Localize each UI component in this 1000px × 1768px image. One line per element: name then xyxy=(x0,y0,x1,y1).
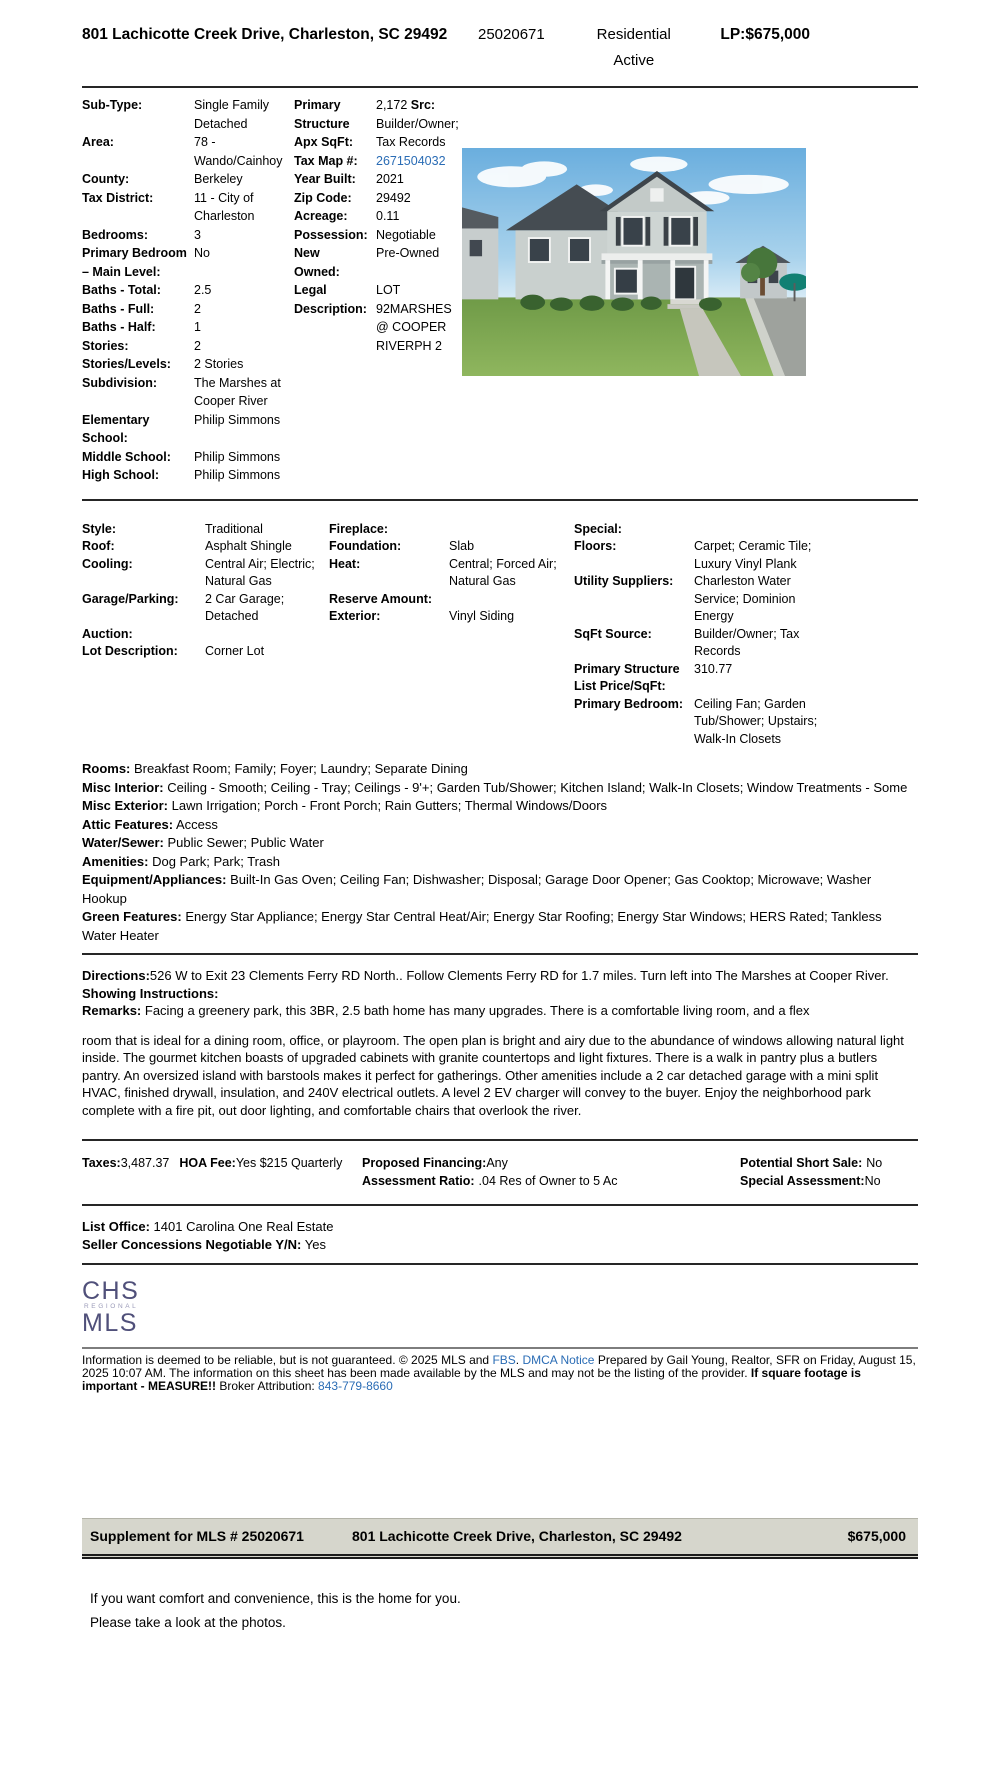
assessment-ratio: Assessment Ratio: .04 Res of Owner to 5 Ac xyxy=(362,1173,618,1188)
special-assessment: Special Assessment:No xyxy=(740,1173,881,1188)
disclaimer: Information is deemed to be reliable, but is not guaranteed. © 2025 MLS and FBS. DMCA Notice Prepared by Gail Young, Realtor, SFR on Friday, August 15, 2025 10:07 AM. The information on this sheet has been made available by the MLS and may not be the listing of the provider. If square footage is important - MEASURE!! Broker Attribution: 843-779-8660 xyxy=(82,1353,916,1393)
field-value: Traditional xyxy=(205,521,263,536)
directions-line: Directions:526 W to Exit 23 Clements Ferry RD North.. Follow Clements Ferry RD for 1.7 miles. Turn left into The Marshes at Cooper River. xyxy=(82,968,889,983)
page-title: 801 Lachicotte Creek Drive, Charleston, SC 29492 xyxy=(82,26,448,43)
field-value xyxy=(376,152,462,171)
feature-line xyxy=(82,853,918,872)
field-row xyxy=(82,355,294,374)
feature-line xyxy=(82,908,918,945)
feature-label: Water/Sewer: xyxy=(82,835,164,850)
tax-map-link[interactable]: 2671504032 xyxy=(376,153,446,168)
field-value: 2 xyxy=(194,338,201,353)
field-value: 78 - Wando/Cainhoy xyxy=(194,135,283,168)
field-value: 2,172 Src: Builder/Owner; Tax Records xyxy=(376,98,459,149)
supplement-remarks xyxy=(82,1587,918,1635)
feature-line xyxy=(82,797,918,816)
overview-middle-column xyxy=(294,96,462,485)
field-row xyxy=(82,96,294,133)
field-row xyxy=(294,170,462,189)
features-section xyxy=(82,760,918,953)
field-row xyxy=(294,281,462,355)
field-label: Stories/Levels: xyxy=(82,357,171,371)
field-value: The Marshes at Cooper River xyxy=(194,375,281,408)
feature-label: Misc Interior: xyxy=(82,779,164,795)
field-label: Lot Description: xyxy=(82,644,178,658)
field-row xyxy=(294,189,462,208)
field-label: Middle School: xyxy=(82,449,171,464)
field-row xyxy=(82,170,294,189)
field-row xyxy=(329,556,574,591)
field-row xyxy=(329,521,574,539)
field-label: Stories: xyxy=(82,338,129,353)
overview-section xyxy=(82,88,918,499)
field-value: 0.11 xyxy=(376,209,400,223)
field-row xyxy=(574,626,832,661)
feature-text: Dog Park; Park; Trash xyxy=(152,853,280,869)
remarks-section xyxy=(82,955,918,1139)
feature-text: Public Sewer; Public Water xyxy=(167,835,324,850)
field-row xyxy=(82,591,329,626)
mls-number: 25020671 xyxy=(478,26,545,43)
field-label: Garage/Parking: xyxy=(82,591,179,606)
field-row xyxy=(329,608,574,626)
listing-status: Active xyxy=(613,52,655,69)
feature-line xyxy=(82,760,918,779)
details-column-1 xyxy=(82,521,329,749)
field-label: Heat: xyxy=(329,556,361,571)
seller-concessions-line: Seller Concessions Negotiable Y/N: Yes xyxy=(82,1236,326,1252)
field-row xyxy=(82,300,294,319)
feature-text: Energy Star Appliance; Energy Star Central Heat/Air; Energy Star Roofing; Energy Star Windows; HERS Rated; Tankless Water Heater xyxy=(82,909,882,943)
field-label: Subdivision: xyxy=(82,375,157,390)
field-value: Slab xyxy=(449,539,475,553)
fbs-link[interactable]: FBS xyxy=(492,1353,516,1367)
list-price: LP:$675,000 xyxy=(720,26,810,43)
supplement-line-2: Please take a look at the photos. xyxy=(90,1615,286,1631)
field-label: Area: xyxy=(82,135,114,149)
field-label: SqFt Source: xyxy=(574,626,652,641)
field-row xyxy=(82,643,329,661)
field-label: Tax District: xyxy=(82,190,154,205)
field-row xyxy=(82,411,294,448)
remarks-continued: room that is ideal for a dining room, office, or playroom. The open plan is bright and airy due to the abundance of windows allowing natural light inside. The gourmet kitchen boasts of upgraded cabinets with granite countertops and light fixtures. There is a walk in pantry plus a butlers pantry. An oversized island with barstools makes it perfect for gatherings. Other amenities include a 2 car detached garage with a mini split HVAC, finished drywall, insulation, and 240V electrical outlets. A level 2 EV charger will convey to the buyer. Enjoy the neighborhood park complete with a fire pit, out door lighting, and comfortable chairs that overlook the river. xyxy=(82,1032,904,1118)
feature-text: Lawn Irrigation; Porch - Front Porch; Rain Gutters; Thermal Windows/Doors xyxy=(171,798,608,813)
field-label: Floors: xyxy=(574,539,617,553)
field-value: 2 Car Garage; Detached xyxy=(205,591,285,623)
field-row xyxy=(329,538,574,556)
field-label: Foundation: xyxy=(329,539,402,553)
field-value: 1 xyxy=(194,320,201,334)
field-label: Primary Bedroom: xyxy=(574,696,684,711)
feature-text: Built-In Gas Oven; Ceiling Fan; Dishwasher; Disposal; Garage Door Opener; Gas Cooktop; Microwave; Washer Hookup xyxy=(82,872,872,906)
field-value: Ceiling Fan; Garden Tub/Shower; Upstairs; Walk-In Closets xyxy=(694,696,818,746)
supplement-price: $675,000 xyxy=(847,1528,906,1545)
field-label: Primary Structure Apx SqFt: xyxy=(294,98,354,149)
details-column-2 xyxy=(329,521,574,749)
field-row xyxy=(82,337,294,356)
field-label: County: xyxy=(82,172,130,186)
field-row xyxy=(82,318,294,337)
potential-short-sale: Potential Short Sale: No xyxy=(740,1156,883,1170)
field-row xyxy=(82,374,294,411)
field-row xyxy=(329,591,574,609)
field-value: Central; Forced Air; Natural Gas xyxy=(449,556,557,588)
field-label: Special: xyxy=(574,521,622,536)
field-label: Utility Suppliers: xyxy=(574,574,674,588)
taxes-hoa: Taxes:3,487.37 HOA Fee:Yes $215 Quarterly xyxy=(82,1156,343,1170)
divider xyxy=(82,1347,918,1349)
field-value: No xyxy=(194,246,210,260)
showing-instructions-line: Showing Instructions: xyxy=(82,985,219,1001)
field-label: Baths - Half: xyxy=(82,320,156,334)
field-row xyxy=(82,626,329,644)
field-value: 2.5 xyxy=(194,283,212,297)
feature-text: Access xyxy=(175,816,218,832)
field-label: High School: xyxy=(82,468,160,482)
field-row xyxy=(82,538,329,556)
supplement-header-bar xyxy=(82,1518,918,1559)
proposed-financing: Proposed Financing:Any xyxy=(362,1156,508,1170)
status-block xyxy=(559,22,709,74)
feature-label: Rooms: xyxy=(82,761,131,776)
dmca-notice-link[interactable]: DMCA Notice xyxy=(522,1353,595,1367)
field-value: Single Family Detached xyxy=(194,98,270,131)
field-value: Vinyl Siding xyxy=(449,609,515,623)
field-label: Baths - Total: xyxy=(82,283,161,297)
feature-line xyxy=(82,779,918,798)
broker-phone-link[interactable]: 843-779-8660 xyxy=(318,1378,393,1393)
field-label: Roof: xyxy=(82,539,115,553)
feature-label: Misc Exterior: xyxy=(82,798,168,813)
property-type: Residential xyxy=(596,26,671,43)
field-row xyxy=(574,521,832,539)
field-label: Elementary School: xyxy=(82,412,150,445)
field-value: Carpet; Ceramic Tile; Luxury Vinyl Plank xyxy=(694,539,812,571)
field-value: 2021 xyxy=(376,172,404,186)
supplement-address: 801 Lachicotte Creek Drive, Charleston, SC 29492 xyxy=(352,1528,682,1545)
field-row xyxy=(574,696,832,749)
feature-text: Ceiling - Smooth; Ceiling - Tray; Ceilings - 9'+; Garden Tub/Shower; Kitchen Island; Walk-In Closets; Window Treatments - Some xyxy=(167,779,908,795)
field-label: Tax Map #: xyxy=(294,153,358,168)
field-label: Sub-Type: xyxy=(82,98,143,112)
field-value: Charleston Water Service; Dominion Energy xyxy=(694,574,796,623)
field-label: New Owned: xyxy=(294,246,340,279)
feature-line xyxy=(82,834,918,853)
feature-label: Green Features: xyxy=(82,909,182,924)
office-section xyxy=(82,1206,918,1263)
field-value: Negotiable xyxy=(376,227,436,242)
field-value: Philip Simmons xyxy=(194,449,281,464)
details-section xyxy=(82,501,918,761)
overview-middle-rows xyxy=(294,170,462,355)
field-value: Philip Simmons xyxy=(194,412,281,427)
feature-line xyxy=(82,816,918,835)
field-label: Zip Code: xyxy=(294,190,352,205)
feature-line xyxy=(82,871,918,908)
field-row xyxy=(82,521,329,539)
overview-left-column xyxy=(82,96,294,485)
field-row xyxy=(82,448,294,467)
field-label: Year Built: xyxy=(294,172,356,186)
field-row xyxy=(574,573,832,626)
field-row xyxy=(294,207,462,226)
field-label: Fireplace: xyxy=(329,521,389,536)
field-row xyxy=(82,466,294,485)
divider xyxy=(82,1263,918,1265)
field-value: 29492 xyxy=(376,190,411,205)
field-label: Exterior: xyxy=(329,609,381,623)
field-value: 310.77 xyxy=(694,661,733,676)
field-value: 2 xyxy=(194,301,201,316)
field-row xyxy=(82,189,294,226)
feature-label: Equipment/Appliances: xyxy=(82,872,227,887)
field-value: LOT 92MARSHES @ COOPER RIVERPH 2 xyxy=(376,283,452,353)
chs-regional-mls-logo: CHS REGIONAL MLS xyxy=(82,1277,140,1337)
financial-section xyxy=(82,1141,918,1204)
field-label: Bedrooms: xyxy=(82,227,148,242)
property-photo xyxy=(462,148,806,376)
field-row xyxy=(294,244,462,281)
field-row-sqft xyxy=(294,96,462,152)
field-value: 11 - City of Charleston xyxy=(194,190,255,223)
field-value: 2 Stories xyxy=(194,357,244,371)
feature-label: Amenities: xyxy=(82,853,149,869)
field-row-tax-map xyxy=(294,152,462,171)
field-value: Asphalt Shingle xyxy=(205,539,292,553)
feature-label: Attic Features: xyxy=(82,816,174,832)
short-sale-special xyxy=(740,1155,918,1190)
field-row xyxy=(82,133,294,170)
field-label: Cooling: xyxy=(82,556,133,571)
field-label: Reserve Amount: xyxy=(329,591,433,606)
field-label: Auction: xyxy=(82,626,133,641)
field-value: Berkeley xyxy=(194,172,243,186)
field-row xyxy=(574,538,832,573)
supplement-title: Supplement for MLS # 25020671 xyxy=(90,1528,304,1545)
field-row xyxy=(82,244,294,281)
field-value: 3 xyxy=(194,227,201,242)
field-value: Central Air; Electric; Natural Gas xyxy=(205,556,315,588)
supplement-line-1: If you want comfort and convenience, this is the home for you. xyxy=(90,1591,461,1607)
field-row xyxy=(82,226,294,245)
feature-text: Breakfast Room; Family; Foyer; Laundry; Separate Dining xyxy=(134,761,468,776)
field-label: Primary Bedroom – Main Level: xyxy=(82,246,187,279)
field-label: Baths - Full: xyxy=(82,301,155,316)
field-value: Corner Lot xyxy=(205,644,265,658)
field-label: Possession: xyxy=(294,227,368,242)
field-value: Philip Simmons xyxy=(194,468,281,482)
list-office-line: List Office: 1401 Carolina One Real Estate xyxy=(82,1219,334,1234)
field-row xyxy=(82,556,329,591)
financing-assessment xyxy=(362,1155,740,1190)
field-value: Builder/Owner; Tax Records xyxy=(694,626,800,658)
listing-header xyxy=(82,22,918,86)
field-value: Pre-Owned xyxy=(376,246,440,260)
field-label: Legal Description: xyxy=(294,283,367,316)
field-row xyxy=(574,661,832,696)
details-column-3 xyxy=(574,521,832,749)
remarks-line: Remarks: Facing a greenery park, this 3BR, 2.5 bath home has many upgrades. There is a comfortable living room, and a flex xyxy=(82,1003,810,1018)
field-row xyxy=(82,281,294,300)
field-label: Style: xyxy=(82,521,117,536)
field-label: Acreage: xyxy=(294,209,348,223)
field-row xyxy=(294,226,462,245)
field-label: Primary Structure List Price/SqFt: xyxy=(574,661,680,693)
